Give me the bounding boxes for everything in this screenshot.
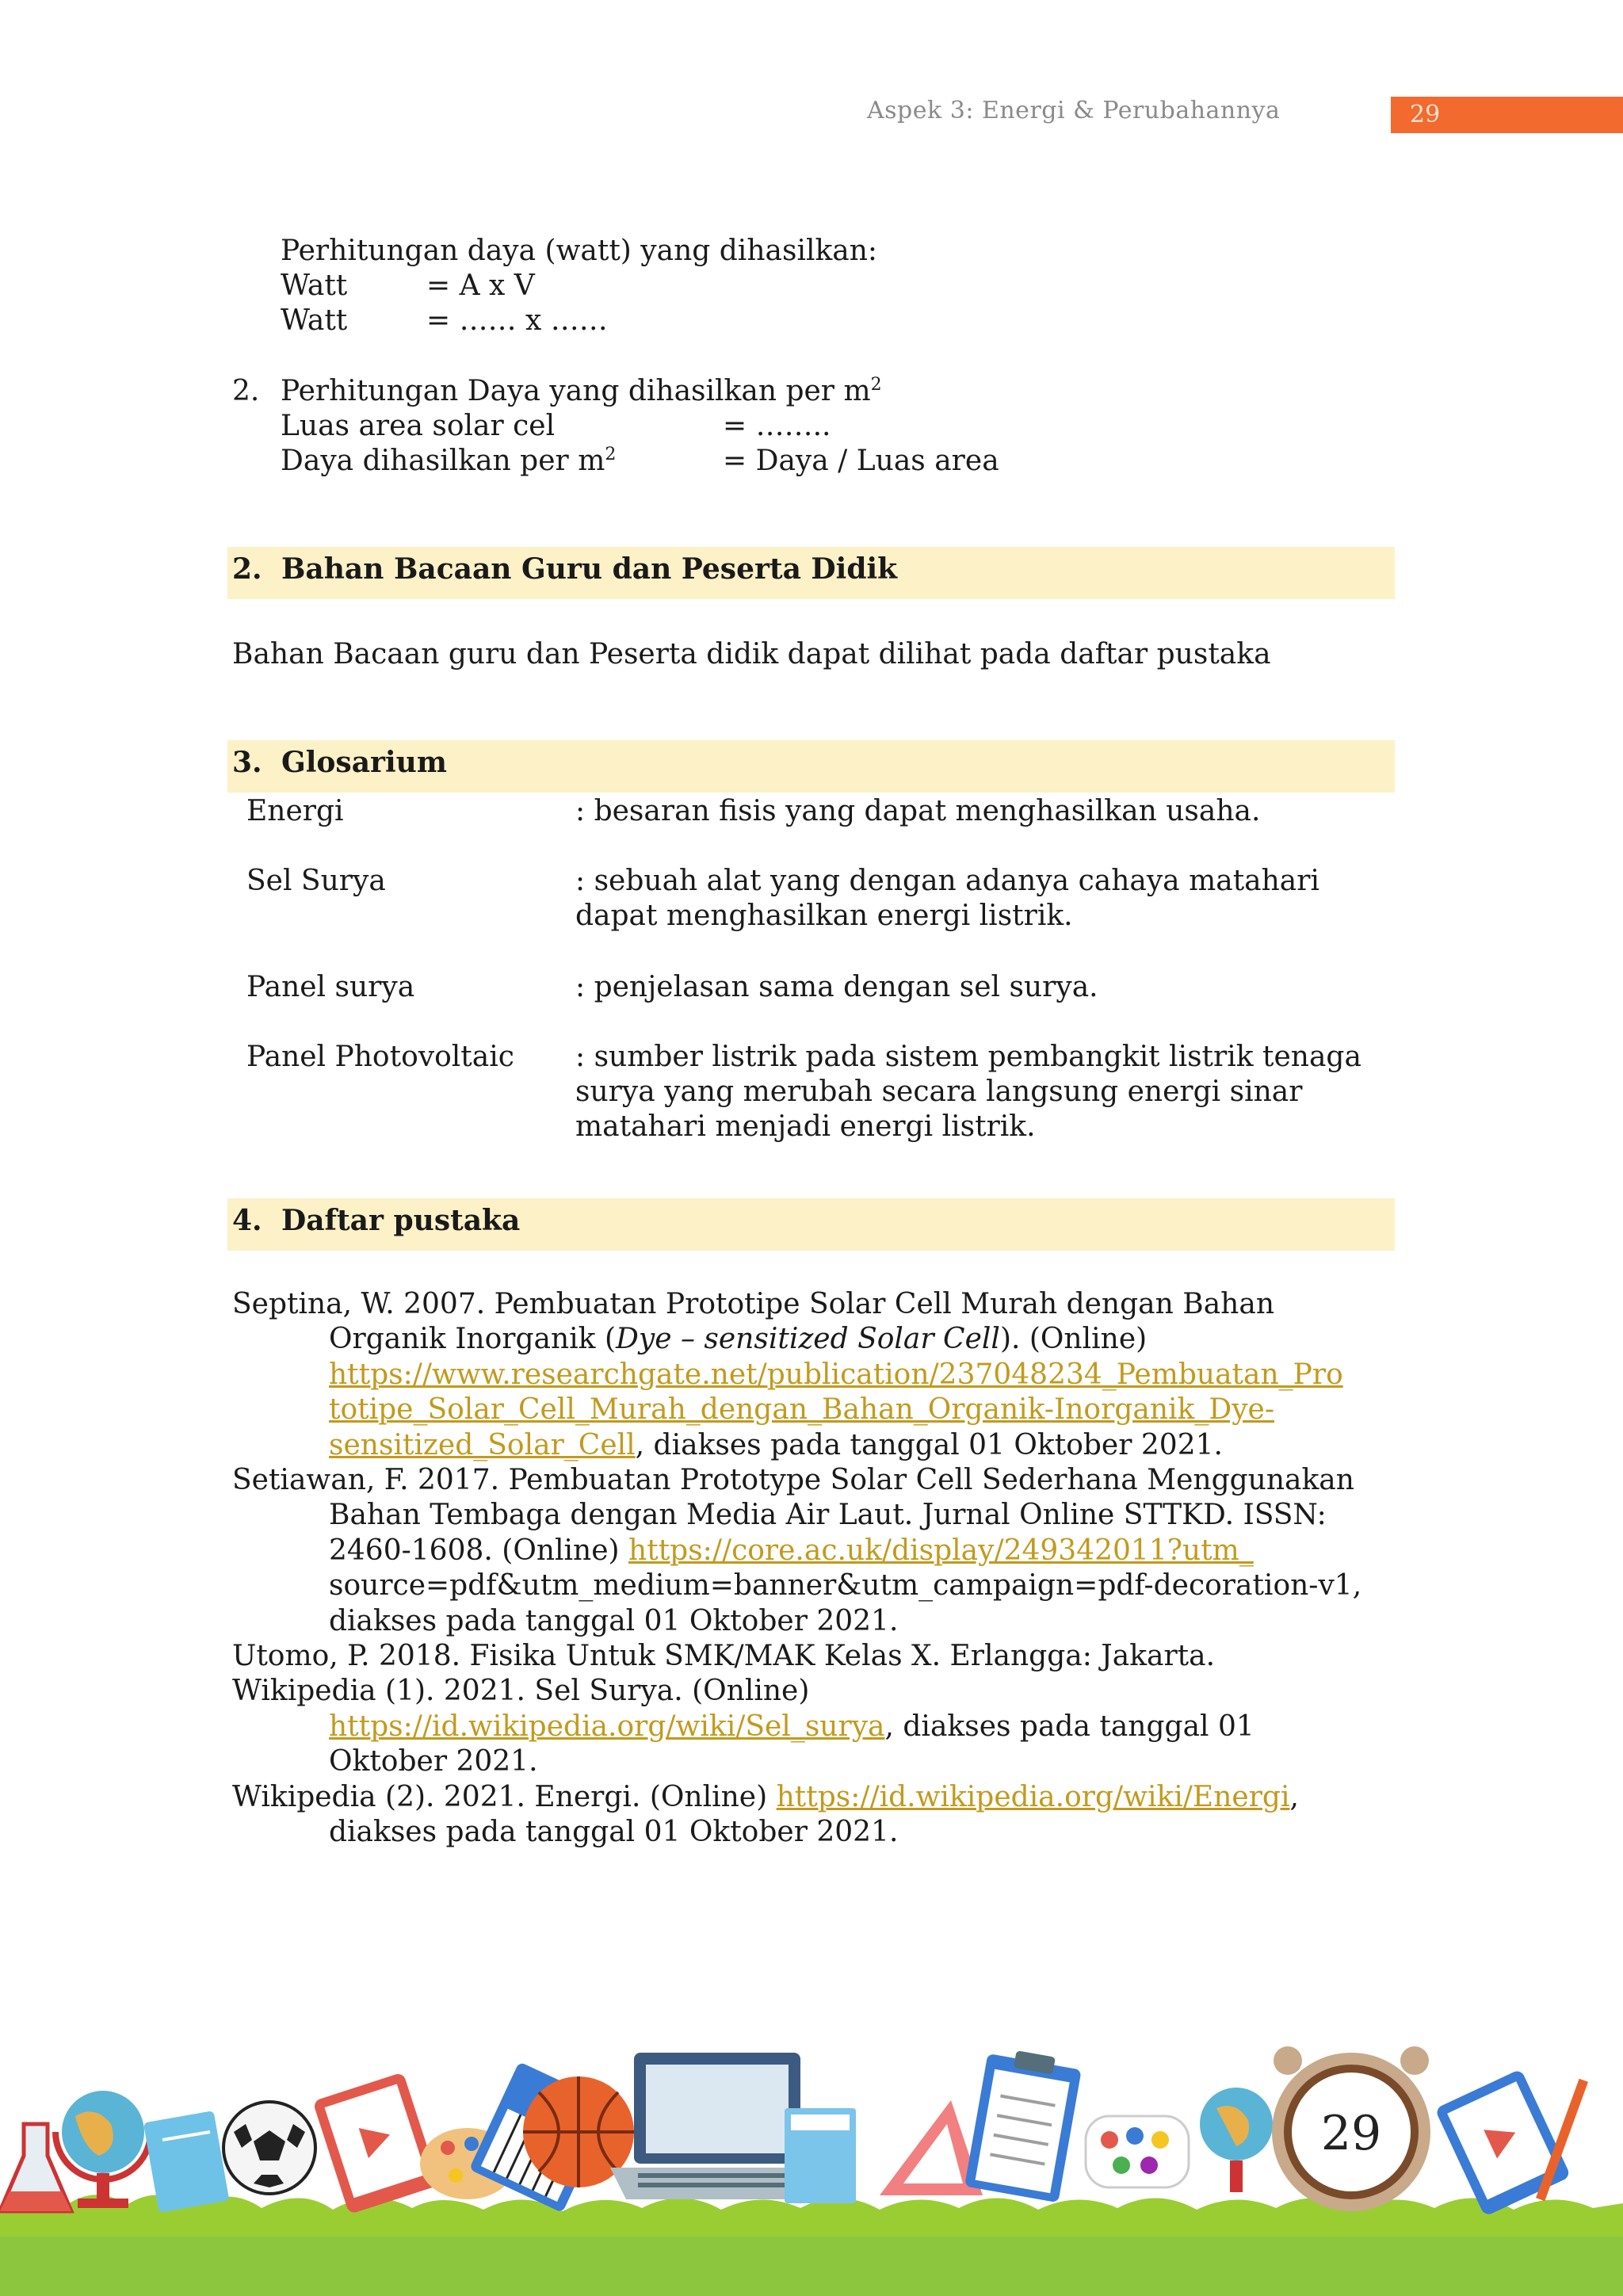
calc-intro: Perhitungan daya (watt) yang dihasilkan: [281,235,878,267]
section-heading-glosarium [227,740,1395,793]
section-title: Glosarium [281,746,447,779]
section-title: Bahan Bacaan Guru dan Peserta Didik [281,552,898,586]
glossary-definition: : penjelasan sama dengan sel surya. [575,971,1098,1003]
luas-label: Luas area solar cel [281,410,556,442]
tablet-video-icon [1434,2069,1571,2217]
reference-link[interactable]: totipe_Solar_Cell_Murah_dengan_Bahan_Organik-Inorganik_Dye- [329,1393,1275,1427]
glossary-definition: : sebuah alat yang dengan adanya cahaya matahari [575,865,1319,897]
section-title: Daftar pustaka [281,1204,521,1237]
watt-label: Watt [281,269,348,302]
daya-label: Daya dihasilkan per $m^2$ [281,445,617,477]
section-number: 4. [232,1204,262,1237]
book-icon [785,2108,856,2203]
reference-item: Wikipedia (2). 2021. Energi. (Online) https://id.wikipedia.org/wiki/Energi, [232,1780,1299,1813]
footer-page-number: 29 [1320,2106,1382,2161]
glossary-definition: dapat menghasilkan energi listrik. [575,900,1073,932]
glossary-term: Panel Photovoltaic [246,1041,514,1073]
section-number: 3. [232,746,262,779]
tablet-video-icon [312,2072,439,2214]
item2-title: Perhitungan Daya yang dihasilkan per $m^2$ [281,375,882,407]
reference-list: Septina, W. 2007. Pembuatan Prototipe Solar Cell Murah dengan Bahan Organik Inorganik (Dye – sensitized Solar Cell). (Online) https://www.researchgate.net/publication/237048234_Pembuatan_Pro totipe_Solar_Cell_Murah_dengan_Bahan_Organik-Inorganik_Dye- sensitized_Solar_Cell, diakses pada tanggal 01 Oktober 2021. Setiawan, F. 2017. Pembuatan Prototype Solar Cell Sederhana Menggunakan Bahan Tembaga dengan Media Air Laut. Jurnal Online STTKD. ISSN: 2460-1608. (Online) https://core.ac.uk/display/249342011?utm_ source=pdf&utm_medium=banner&utm_campaign=pdf-decoration-v1, diakses pada tanggal 01 Oktober 2021. Utomo, P. 2018. Fisika Untuk SMK/MAK Kelas X. Erlangga: Jakarta. Wikipedia (1). 2021. Sel Surya. (Online) https://id.wikipedia.org/wiki/Sel_surya, diakses pada tanggal 01 Oktober 2021. Wikipedia (2). 2021. Energi. (Online) https://id.wikipedia.org/wiki/Energi, diakses pada tanggal 01 Oktober 2021. [232,1288,1362,1849]
footer-school-supplies-illustration [0,2029,1623,2296]
luas-value: = …….. [723,410,831,442]
item-number: 2. [232,375,260,407]
watt-label: Watt [281,304,348,337]
glossary-term: Energi [246,795,344,827]
reference-item: Utomo, P. 2018. Fisika Untuk SMK/MAK Kelas X. Erlangga: Jakarta. [232,1640,1216,1673]
reference-item: Septina, W. 2007. Pembuatan Prototipe Solar Cell Murah dengan Bahan [232,1288,1275,1320]
reference-link[interactable]: https://id.wikipedia.org/wiki/Sel_surya [329,1710,885,1743]
globe-icon [1200,2088,1273,2192]
section-number: 2. [232,552,262,586]
reference-link[interactable]: https://core.ac.uk/display/249342011?utm_ [628,1534,1254,1567]
running-header-title: Aspek 3: Energi & Perubahannya [867,97,1281,124]
paint-tray-icon [1086,2116,1189,2187]
glossary-term: Sel Surya [246,865,386,897]
reference-item: Wikipedia (1). 2021. Sel Surya. (Online) [232,1675,810,1708]
glossary-term: Panel surya [246,971,415,1003]
reference-link[interactable]: sensitized_Solar_Cell [329,1428,636,1461]
reference-link[interactable]: https://www.researchgate.net/publication/237048234_Pembuatan_Pro [329,1358,1343,1391]
clipboard-icon [964,2046,1083,2202]
reference-item: Setiawan, F. 2017. Pembuatan Prototype Solar Cell Sederhana Menggunakan [232,1464,1354,1497]
reference-link[interactable]: https://id.wikipedia.org/wiki/Energi [776,1780,1290,1813]
daya-value: = Daya / Luas area [723,445,999,477]
glossary-definition: matahari menjadi energi listrik. [575,1110,1036,1143]
glossary-definition: : besaran fisis yang dapat menghasilkan usaha. [575,795,1261,827]
section-body: Bahan Bacaan guru dan Peserta didik dapat dilihat pada daftar pustaka [232,638,1271,670]
clock-page-number-badge [1272,2046,1430,2211]
soccer-ball-icon [223,2102,315,2194]
watt-formula: = A x V [426,269,535,302]
section-heading-bahan-bacaan [227,547,1395,599]
globe-icon [55,2091,151,2208]
header-page-number: 29 [1391,97,1623,133]
glossary-definition: surya yang merubah secara langsung energi sinar [575,1075,1303,1108]
section-heading-daftar-pustaka [227,1198,1395,1251]
glossary-definition: : sumber listrik pada sistem pembangkit listrik tenaga [575,1041,1361,1073]
flask-icon [0,2124,71,2211]
watt-blank: = …… x …… [426,304,608,337]
